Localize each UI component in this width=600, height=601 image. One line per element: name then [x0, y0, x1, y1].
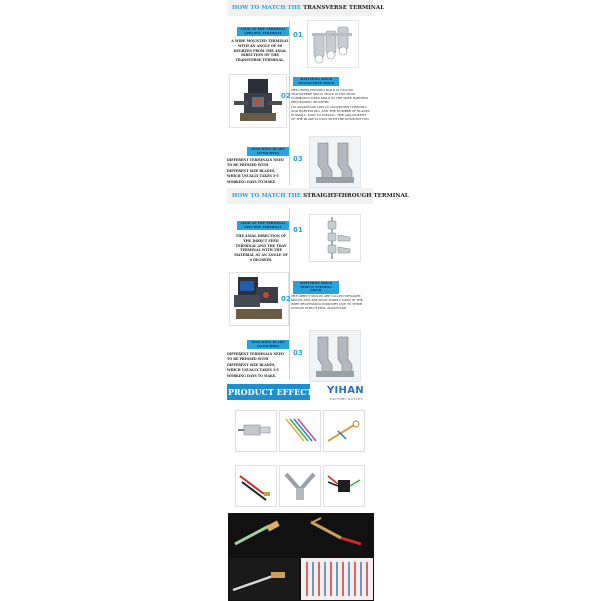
section-header-dark: TRANSVERSE TERMINAL — [303, 5, 385, 11]
straight-mold-photo — [229, 272, 289, 326]
product-tile[interactable] — [323, 410, 365, 452]
product-tile[interactable] — [235, 410, 277, 452]
step-text: THE CROSS-FEEDING MOLD IS CALLED TRANSVERSE MOLD. MOLD IS THE MOST COMMONLY USED MOLD IN THE WIRE HARNESS PROCESSING INDUSTRY. — [291, 88, 368, 104]
product-detail-strip — [227, 0, 409, 600]
section-header-blue: HOW TO MATCH THE — [232, 193, 302, 199]
section-header-dark: STRAIGHT-THROUGH TERMINAL — [303, 193, 409, 199]
blade-photo — [309, 330, 361, 382]
step-text: THE DIRECT MOLDS ARE CALLED STRAIGHT MOLDS AND ARE MOST WIDELY USED IN THE WIRE PROCESSING INDUSTRY DUE TO THEIR UNIQUE STRUCTURAL ADVANTAGE. — [291, 294, 363, 310]
step-tag: MATCHING MOLD DIRECT FEEDING MOLD — [293, 281, 339, 294]
effect-photo[interactable] — [300, 557, 374, 601]
step-text-secondary: ITS ADVANTAGE LIES IN CONVENIENT FEEDING AND HARVESTING, AND THE NUMBER OF BLADES IS SMALL, EASY TO INSTALL. THE ADJUSTMENT OF THE BLADE IS EASY WITH THE KNOB BUTTON. — [291, 105, 370, 121]
step-number: 02 — [281, 295, 291, 303]
effect-photo[interactable] — [228, 513, 300, 557]
blade-photo — [309, 136, 361, 188]
product-tile[interactable] — [235, 465, 277, 507]
step-text: DIFFERENT TERMINALS NEED TO BE PRESSED WITH DIFFERENT SIZE BLADES, WHICH USUALLY TAKES 3-5 WORKING DAYS TO MAKE. — [227, 352, 284, 378]
step-text: A WIRE MOUNTED TERMINAL WITH AN ANGLE OF 90 DEGREES FROM THE AXIAL DIRECTION OF THE TRANSVERSE TERMINAL. — [231, 39, 289, 63]
step-text: THE AXIAL DIRECTION OF THE DIRECT FEED TERMINAL AND THE TRAY TERMINAL WITH THE MATERIAL AT AN ANGLE OF 0 DEGREES. — [234, 234, 288, 262]
step-number: 03 — [293, 155, 303, 163]
step-tag: LOOK AT THE TERMINAL SPECIFIC TERMINAL — [237, 221, 289, 230]
divider-line — [289, 208, 290, 380]
step-tag: LOOK AT THE TERMINAL SPECIFIC TERMINAL — [237, 27, 289, 36]
step-tag: MATCHING BLADE (ATTACHED) — [247, 340, 289, 349]
product-tile[interactable] — [323, 465, 365, 507]
transverse-mold-photo — [229, 74, 287, 128]
section-header-blue: HOW TO MATCH THE — [232, 5, 302, 11]
divider-line — [289, 20, 290, 185]
step-tag: MATCHING MOLD TRANSVERSE MOLD — [293, 77, 339, 86]
terminal-chain-photo — [309, 214, 361, 262]
terminal-photo — [307, 20, 359, 68]
step-number: 02 — [281, 92, 291, 100]
step-number: 01 — [293, 226, 303, 234]
step-number: 03 — [293, 349, 303, 357]
section-header-transverse — [227, 0, 385, 16]
product-tile[interactable] — [279, 410, 321, 452]
product-effect-title: PRODUCT EFFECT — [227, 384, 310, 400]
step-tag: MATCHING BLADE (ATTACHED) — [247, 147, 289, 156]
step-number: 01 — [293, 31, 303, 39]
effect-photo[interactable] — [300, 513, 374, 557]
product-tile[interactable] — [279, 465, 321, 507]
section-header-straight — [227, 188, 409, 204]
effect-photo[interactable] — [228, 557, 300, 601]
brand-subtitle: FACTORY OUTLET — [330, 397, 363, 401]
brand-logo: YIHAN — [327, 385, 364, 396]
step-text: DIFFERENT TERMINALS NEED TO BE PRESSED WITH DIFFERENT SIZE BLADES, WHICH USUALLY TAKES 3-5 WORKING DAYS TO MAKE. — [227, 158, 284, 184]
